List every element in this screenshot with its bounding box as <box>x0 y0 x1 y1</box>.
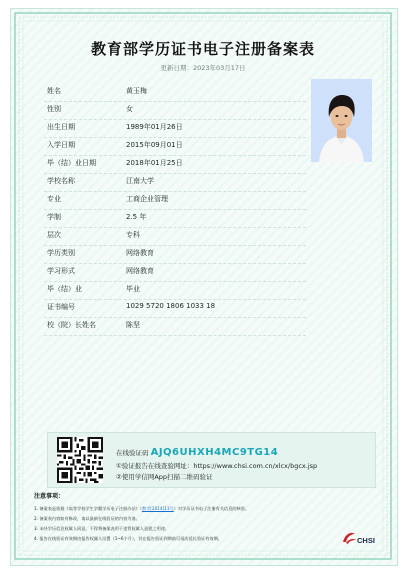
field-label-education-type: 学历类别 <box>47 249 75 257</box>
verification-url-line[interactable]: ①验证报告在线查验网址：https://www.chsi.com.cn/xlcx/bgcx.jsp <box>116 462 318 470</box>
field-label-name: 姓名 <box>47 87 61 95</box>
field-value-completion: 毕业 <box>126 285 140 293</box>
field-separator <box>44 299 306 300</box>
notes-title: 注意事项： <box>34 493 65 500</box>
update-date: 更新日期：2023年03月17日 <box>160 64 246 72</box>
field-separator <box>44 101 306 102</box>
document-title: 教育部学历证书电子注册备案表 <box>90 40 315 58</box>
note-item <box>34 516 140 522</box>
field-separator <box>44 191 306 192</box>
field-separator <box>44 119 306 120</box>
chsi-logo-text: CHSI <box>357 536 375 545</box>
field-label-study-mode: 学习形式 <box>47 267 75 275</box>
chsi-logo <box>340 528 380 548</box>
note-item <box>34 506 249 512</box>
field-value-duration: 2.5 年 <box>126 213 147 221</box>
field-label-graduation-date: 毕（结）业日期 <box>47 159 96 167</box>
field-separator <box>44 137 306 138</box>
note-text: 4. 报告在线验证有效期由报告权属人设置（1~6个月），其在报告验证到期前可再次延长验证有效期。 <box>34 536 222 541</box>
verification-code-line <box>116 447 278 458</box>
field-separator <box>44 335 306 336</box>
field-value-graduation-date: 2018年01月25日 <box>126 159 183 167</box>
field-value-study-mode: 网络教育 <box>126 267 154 275</box>
note-text: 3. 未经学历信息权属人同意，不得将备案表用于违背权属人意愿之用途。 <box>34 526 170 531</box>
qr-code-icon[interactable] <box>57 437 103 483</box>
field-label-completion: 毕（结）业 <box>47 285 82 293</box>
field-label-gender: 性别 <box>47 105 61 113</box>
field-label-enrollment-date: 入学日期 <box>47 141 75 149</box>
student-photo <box>311 79 372 162</box>
field-label-duration: 学制 <box>47 213 61 221</box>
note-text: 1. 备案表是依据《高等学校学生学籍学历电子注册办法》（ <box>34 506 142 511</box>
chsi-logo-icon <box>340 528 380 548</box>
regulation-link[interactable]: 教学[2014]11号 <box>141 506 174 511</box>
field-label-birth-date: 出生日期 <box>47 123 75 131</box>
field-label-level: 层次 <box>47 231 61 239</box>
field-value-president: 陈坚 <box>126 321 140 329</box>
note-text: ）对学历证书电子注册有关信息的核验。 <box>173 506 250 511</box>
field-value-education-type: 网络教育 <box>126 249 154 257</box>
note-item <box>34 536 222 542</box>
field-separator <box>44 281 306 282</box>
note-text: 2. 备案表内容如有修改，请以最新在线验证的内容为准。 <box>34 516 140 521</box>
field-value-enrollment-date: 2015年09月01日 <box>126 141 183 149</box>
field-value-gender: 女 <box>126 105 133 113</box>
field-label-major: 专业 <box>47 195 61 203</box>
field-separator <box>44 227 306 228</box>
field-separator <box>44 263 306 264</box>
field-value-major: 工商企业管理 <box>126 195 168 203</box>
field-separator <box>44 209 306 210</box>
field-value-birth-date: 1989年01月26日 <box>126 123 183 131</box>
field-label-certificate-number: 证书编号 <box>47 303 75 311</box>
verification-code: AJQ6UHXH4MC9TG14 <box>150 447 279 458</box>
field-value-certificate-number: 1029 5720 1806 1033 18 <box>126 302 216 310</box>
field-value-name: 黄玉梅 <box>126 87 147 95</box>
field-separator <box>44 245 306 246</box>
note-item <box>34 526 169 532</box>
field-label-president: 校（院）长姓名 <box>47 321 96 329</box>
field-label-school: 学校名称 <box>47 177 75 185</box>
field-value-level: 专科 <box>126 231 140 239</box>
field-value-school: 江南大学 <box>126 177 154 185</box>
field-separator <box>44 173 306 174</box>
field-separator <box>44 155 306 156</box>
field-separator <box>44 317 306 318</box>
verification-code-label: 在线验证码 <box>116 449 149 457</box>
portrait-icon <box>311 79 372 162</box>
verification-app-line: ②使用学信网App扫描二维码验证 <box>116 473 213 481</box>
